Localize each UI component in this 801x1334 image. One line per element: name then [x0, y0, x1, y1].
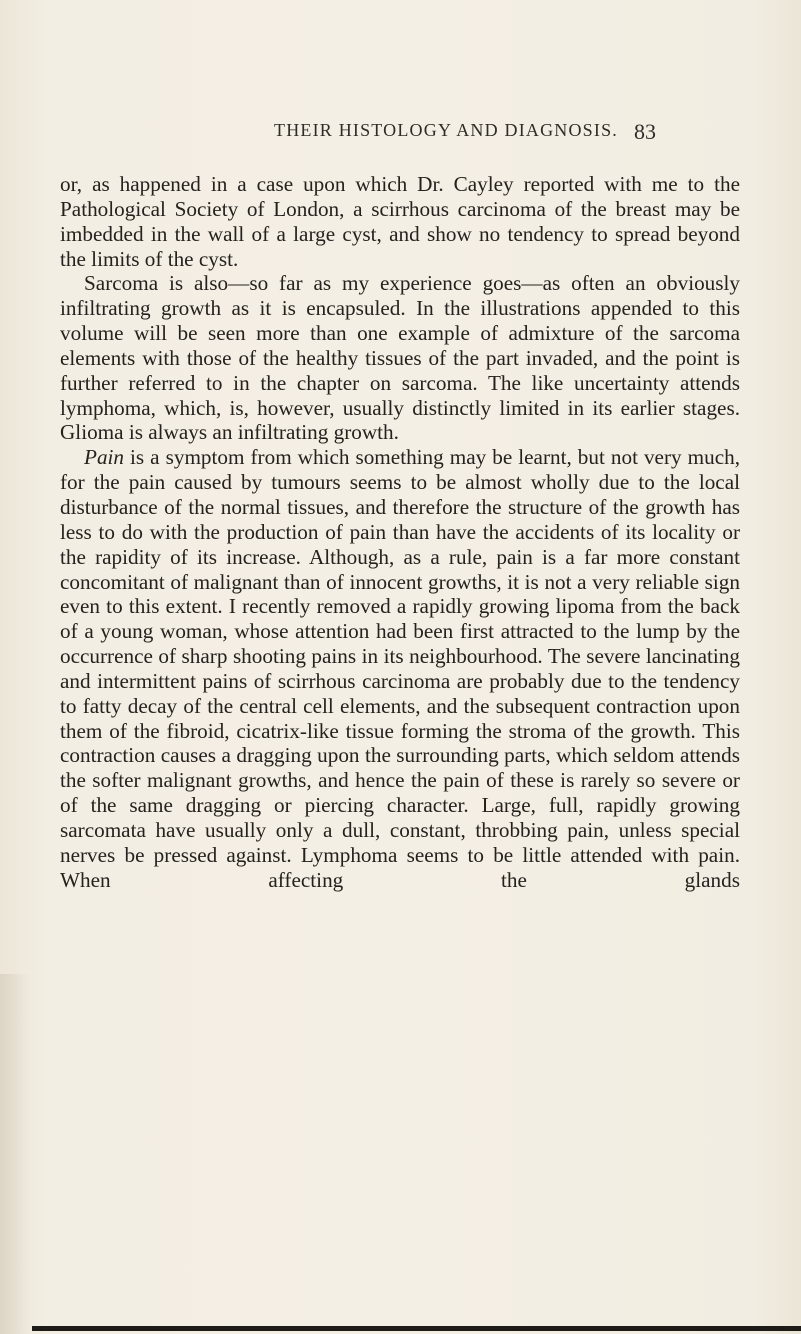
bottom-border-rule [32, 1326, 801, 1331]
running-title: THEIR HISTOLOGY AND DIAGNOSIS. [274, 120, 618, 140]
body-text [60, 172, 740, 892]
paragraph-text: or, as happened in a case upon which Dr. Cayley reported with me to the Pathological Society of London, a scirrhous carcinoma of the breast may be imbedded in the wall of a large cyst, and show no tendency to spread beyond the limits of the cyst. [60, 172, 740, 271]
page-number: 83 [634, 119, 656, 144]
paragraph-lead-term: Pain [84, 445, 125, 470]
running-head [0, 120, 801, 150]
page-edge-shadow [0, 974, 30, 1334]
paragraph-sarcoma [60, 271, 740, 445]
paragraph-cyst-continuation [60, 172, 740, 271]
paragraph-text: is a symptom from which something may be learnt, but not very much, for the pain caused by tumours seems to be almost wholly due to the local disturbance of the normal tissues, and therefore the structure of the growth has less to do with the production of pain than have the accidents of its locality or the rapidity of its increase. Although, as a rule, pain is a far more constant concomitant of malignant than of innocent growths, it is not a very reliable sign even to this extent. I recently removed a rapidly growing lipoma from the back of a young woman, whose attention had been first attracted to the lump by the occurrence of sharp shooting pains in its neighbourhood. The severe lancinating and intermittent pains of scirrhous carcinoma are probably due to the tendency to fatty decay of the central cell elements, and the subsequent contraction upon them of the fibroid, cicatrix-like tissue forming the stroma of the growth. This contraction causes a dragging upon the surrounding parts, which seldom attends the softer malignant growths, and hence the pain of these is rarely so severe or of the same dragging or piercing character. Large, full, rapidly growing sarcomata have usually only a dull, constant, throbbing pain, unless special nerves be pressed against. Lymphoma seems to be little attended with pain. When affecting the glands [60, 445, 740, 892]
paragraph-text: Sarcoma is also—so far as my experience goes—as often an obviously infiltrating growth as it is encapsuled. In the illustrations appended to this volume will be seen more than one example of admixture of the sarcoma elements with those of the healthy tissues of the part invaded, and the point is further referred to in the chapter on sarcoma. The like uncertainty attends lymphoma, which, is, however, usually distinctly limited in its earlier stages. Glioma is always an infiltrating growth. [60, 271, 740, 445]
paragraph-pain [60, 445, 740, 892]
